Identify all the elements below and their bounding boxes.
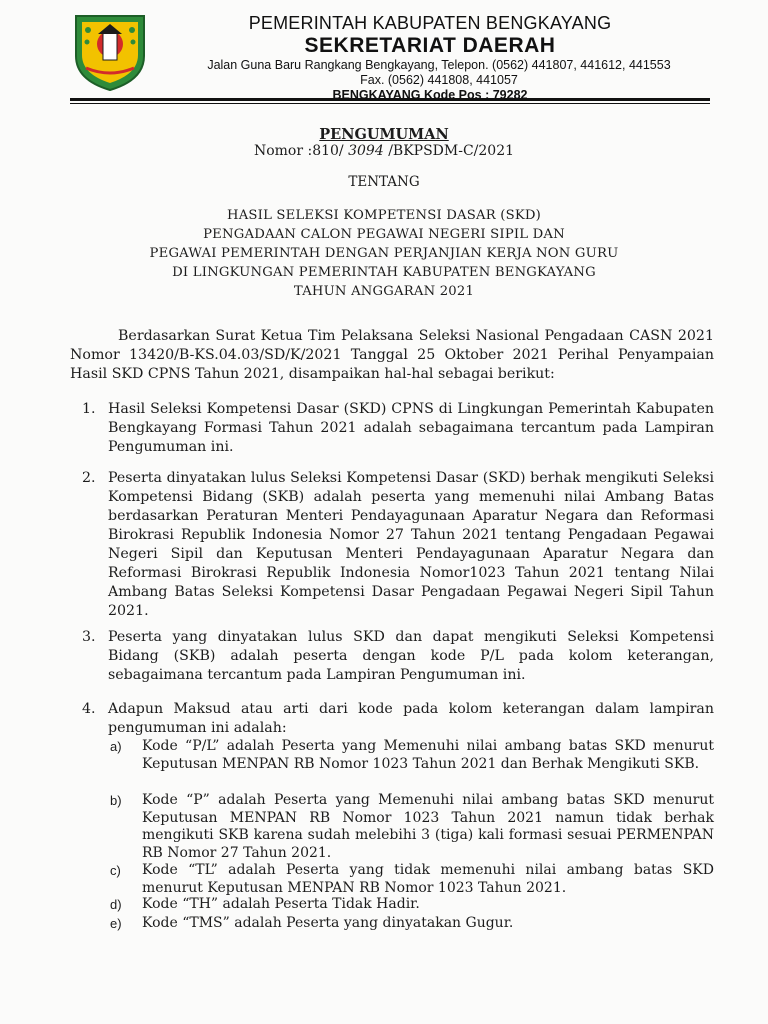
subject-line: PEGAWAI PEMERINTAH DENGAN PERJANJIAN KERJA NON GURU [149, 246, 619, 261]
subject-line: PENGADAAN CALON PEGAWAI NEGERI SIPIL DAN [203, 227, 565, 242]
sub-item [110, 792, 714, 862]
list-item-number: 4. [82, 701, 96, 717]
list-item-text: Peserta dinyatakan lulus Seleksi Kompetensi Dasar (SKD) berhak mengikuti Seleksi Kompetensi Bidang (SKB) adalah peserta yang memenuhi nilai Ambang Batas berdasarkan Peraturan Menteri Pendayagunaan Aparatur Negara dan Reformasi Birokrasi Republik Indonesia Nomor 27 Tahun 2021 tentang Pengadaan Pegawai Negeri Sipil dan Keputusan Menteri Pendayagunaan Aparatur Negara dan Reformasi Birokrasi Republik Indonesia Nomor1023 Tahun 2021 tentang Nilai Ambang Batas Seleksi Kompetensi Dasar Pengadaan Pegawai Negeri Sipil Tahun 2021. [108, 470, 714, 619]
list-item [82, 400, 714, 457]
list-item-text: Peserta yang dinyatakan lulus SKD dan dapat mengikuti Seleksi Kompetensi Bidang (SKB) adalah peserta dengan kode P/L pada kolom keterangan, sebagaimana tercantum pada Lampiran Pengumuman ini. [108, 629, 714, 683]
sub-item [110, 862, 714, 897]
sub-item-letter: b) [110, 793, 122, 808]
letterhead-postcode: BENGKAYANG Kode Pos : 79282 [332, 88, 528, 102]
list-item-text: Hasil Seleksi Kompetensi Dasar (SKD) CPNS di Lingkungan Pemerintah Kabupaten Bengkayang Formasi Tahun 2021 adalah sebagaimana tercantum pada Lampiran Pengumuman ini. [108, 401, 714, 455]
sub-item-letter: e) [110, 916, 122, 931]
list-item-number: 2. [82, 470, 96, 486]
subject-line: TAHUN ANGGARAN 2021 [293, 284, 475, 299]
sub-item-text: Kode “P/L” adalah Peserta yang Memenuhi nilai ambang batas SKD menurut Keputusan MENPAN RB Nomor 1023 Tahun 2021 dan Berhak Mengikuti SKB. [142, 738, 714, 772]
intro-paragraph: Berdasarkan Surat Ketua Tim Pelaksana Seleksi Nasional Pengadaan CASN 2021 Nomor 13420/B-KS.04.03/SD/K/2021 Tanggal 25 Oktober 2021 Perihal Penyampaian Hasil SKD CPNS Tahun 2021, disampaikan hal-hal sebagai berikut: [70, 328, 714, 382]
letterhead-office: SEKRETARIAT DAERAH [304, 34, 556, 57]
subject-line: HASIL SELEKSI KOMPETENSI DASAR (SKD) [227, 208, 541, 223]
regency-logo [72, 12, 148, 92]
letterhead [150, 12, 710, 103]
list-item [82, 469, 714, 621]
number-prefix: Nomor :810/ [253, 143, 344, 159]
number-handwritten: 3094 [348, 143, 384, 159]
list-item-text: Adapun Maksud atau arti dari kode pada kolom keterangan dalam lampiran pengumuman ini adalah: [108, 701, 714, 736]
list-item [82, 700, 714, 738]
letterhead-rule-thick [70, 98, 710, 101]
subject-line: DI LINGKUNGAN PEMERINTAH KABUPATEN BENGKAYANG [172, 265, 596, 280]
number-suffix: /BKPSDM-C/2021 [388, 143, 515, 159]
document-title: PENGUMUMAN [319, 126, 449, 143]
sub-item [110, 738, 714, 773]
sub-item-letter: d) [110, 897, 122, 912]
sub-item-text: Kode “TMS” adalah Peserta yang dinyatakan Gugur. [142, 915, 514, 931]
list-item [82, 628, 714, 685]
sub-item-text: Kode “TL” adalah Peserta yang tidak memenuhi nilai ambang batas SKD menurut Keputusan MENPAN RB Nomor 1023 Tahun 2021. [142, 862, 714, 896]
sub-item-text: Kode “P” adalah Peserta yang Memenuhi nilai ambang batas SKD menurut Keputusan MENPAN RB Nomor 1023 Tahun 2021 namun tidak berhak mengikuti SKB karena sudah melebihi 3 (tiga) kali formasi sesuai PERMENPAN RB Nomor 27 Tahun 2021. [142, 792, 714, 861]
letterhead-government: PEMERINTAH KABUPATEN BENGKAYANG [248, 13, 612, 33]
sub-item [110, 896, 714, 914]
letterhead-rule-thin [70, 103, 710, 104]
list-item-number: 1. [82, 401, 96, 417]
sub-item-letter: a) [110, 739, 122, 754]
list-item-number: 3. [82, 629, 96, 645]
document-number [0, 143, 768, 159]
letterhead-address: Jalan Guna Baru Rangkang Bengkayang, Telepon. (0562) 441807, 441612, 441553 [207, 58, 671, 72]
sub-item-text: Kode “TH” adalah Peserta Tidak Hadir. [142, 896, 420, 912]
sub-item-letter: c) [110, 863, 121, 878]
subject-block [0, 206, 768, 301]
tentang-label: TENTANG [348, 174, 420, 190]
letterhead-fax: Fax. (0562) 441808, 441057 [360, 73, 518, 87]
sub-item [110, 915, 714, 933]
